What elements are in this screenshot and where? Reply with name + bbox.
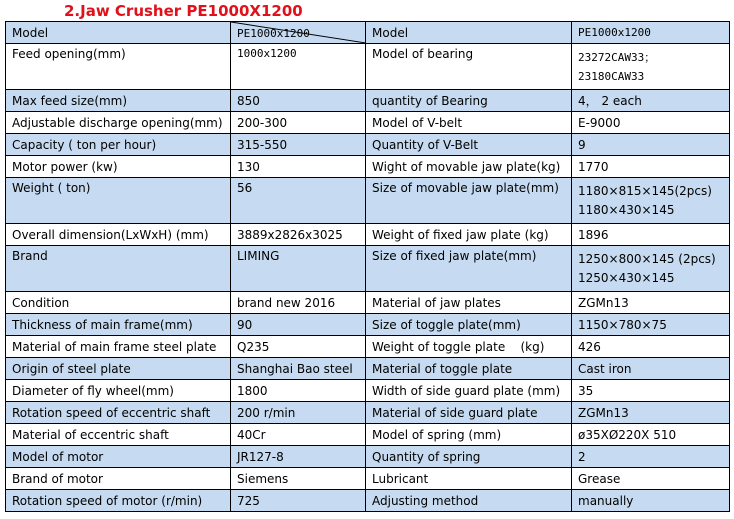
cell-line: 1180×815×145(2pcs) bbox=[578, 183, 712, 198]
header-cell: Model bbox=[6, 22, 231, 44]
table-header-row bbox=[6, 22, 730, 44]
table-cell: ø35XØ220X 510 bbox=[572, 424, 730, 446]
table-cell: Motor power (kw) bbox=[6, 156, 231, 178]
header-cell bbox=[231, 22, 366, 44]
table-row bbox=[6, 112, 730, 134]
table-cell: 40Cr bbox=[231, 424, 366, 446]
table-row bbox=[6, 224, 730, 246]
cell-line: 1250×430×145 bbox=[578, 270, 675, 285]
table-cell: Thickness of main frame(mm) bbox=[6, 314, 231, 336]
table-cell: Shanghai Bao steel bbox=[231, 358, 366, 380]
table-cell: 426 bbox=[572, 336, 730, 358]
table-cell: brand new 2016 bbox=[231, 292, 366, 314]
table-cell: Adjusting method bbox=[366, 490, 572, 512]
table-row bbox=[6, 134, 730, 156]
table-row bbox=[6, 44, 730, 90]
table-cell bbox=[572, 44, 730, 90]
cell-line: 1250×800×145 (2pcs) bbox=[578, 251, 716, 266]
table-cell: Lubricant bbox=[366, 468, 572, 490]
table-cell: Q235 bbox=[231, 336, 366, 358]
table-cell: 35 bbox=[572, 380, 730, 402]
table-cell: Width of side guard plate (mm) bbox=[366, 380, 572, 402]
table-row bbox=[6, 358, 730, 380]
table-cell: Brand of motor bbox=[6, 468, 231, 490]
diagonal-line bbox=[231, 22, 366, 44]
table-cell: Material of side guard plate bbox=[366, 402, 572, 424]
table-cell: 9 bbox=[572, 134, 730, 156]
table-cell: Weight ( ton) bbox=[6, 178, 231, 224]
table-cell: Feed opening(mm) bbox=[6, 44, 231, 90]
table-cell: 1150×780×75 bbox=[572, 314, 730, 336]
table-row bbox=[6, 314, 730, 336]
table-cell: 130 bbox=[231, 156, 366, 178]
table-cell: 56 bbox=[231, 178, 366, 224]
table-cell: Wight of movable jaw plate(kg) bbox=[366, 156, 572, 178]
table-cell: 1000x1200 bbox=[231, 44, 366, 90]
table-row bbox=[6, 178, 730, 224]
table-cell: Quantity of V-Belt bbox=[366, 134, 572, 156]
cell-line: 1180×430×145 bbox=[578, 202, 675, 217]
header-cell-text: PE1000x1200 bbox=[237, 26, 310, 40]
table-row bbox=[6, 402, 730, 424]
table-cell: 1896 bbox=[572, 224, 730, 246]
table-cell: Material of jaw plates bbox=[366, 292, 572, 314]
table-cell: Model of motor bbox=[6, 446, 231, 468]
table-cell: Max feed size(mm) bbox=[6, 90, 231, 112]
table-cell: quantity of Bearing bbox=[366, 90, 572, 112]
table-cell: E-9000 bbox=[572, 112, 730, 134]
table-cell bbox=[572, 246, 730, 292]
table-cell: Quantity of spring bbox=[366, 446, 572, 468]
table-cell: Condition bbox=[6, 292, 231, 314]
table-cell: Cast iron bbox=[572, 358, 730, 380]
table-cell: Rotation speed of eccentric shaft bbox=[6, 402, 231, 424]
table-cell: Model of bearing bbox=[366, 44, 572, 90]
table-cell: Siemens bbox=[231, 468, 366, 490]
table-cell: Model of spring (mm) bbox=[366, 424, 572, 446]
table-cell: ZGMn13 bbox=[572, 292, 730, 314]
table-cell: Rotation speed of motor (r/min) bbox=[6, 490, 231, 512]
cell-line: 23180CAW33 bbox=[578, 69, 645, 83]
table-row bbox=[6, 380, 730, 402]
table-row bbox=[6, 490, 730, 512]
table-row bbox=[6, 156, 730, 178]
header-cell: Model bbox=[366, 22, 572, 44]
page-title: 2.Jaw Crusher PE1000X1200 bbox=[64, 2, 303, 20]
table-row bbox=[6, 90, 730, 112]
table-cell: 2 bbox=[572, 446, 730, 468]
table-cell: Capacity ( ton per hour) bbox=[6, 134, 231, 156]
table-row bbox=[6, 446, 730, 468]
table-cell: Size of fixed jaw plate(mm) bbox=[366, 246, 572, 292]
table-row bbox=[6, 424, 730, 446]
table-cell: 200 r/min bbox=[231, 402, 366, 424]
table-cell: Brand bbox=[6, 246, 231, 292]
table-cell: 3889x2826x3025 bbox=[231, 224, 366, 246]
cell-line: 23272CAW33； bbox=[578, 50, 656, 64]
table-cell: Material of eccentric shaft bbox=[6, 424, 231, 446]
table-cell: Overall dimension(LxWxH) (mm) bbox=[6, 224, 231, 246]
table-cell: Diameter of fly wheel(mm) bbox=[6, 380, 231, 402]
table-cell: Model of V-belt bbox=[366, 112, 572, 134]
table-cell: 4， 2 each bbox=[572, 90, 730, 112]
table-cell: Size of movable jaw plate(mm) bbox=[366, 178, 572, 224]
table-cell: 1770 bbox=[572, 156, 730, 178]
table-cell: Grease bbox=[572, 468, 730, 490]
table-row bbox=[6, 468, 730, 490]
table-cell: ZGMn13 bbox=[572, 402, 730, 424]
table-cell: 200-300 bbox=[231, 112, 366, 134]
table-cell: Weight of toggle plate (kg) bbox=[366, 336, 572, 358]
table-cell: 90 bbox=[231, 314, 366, 336]
table-cell: 1800 bbox=[231, 380, 366, 402]
table-cell: LIMING bbox=[231, 246, 366, 292]
header-cell: PE1000x1200 bbox=[572, 22, 730, 44]
table-cell: JR127-8 bbox=[231, 446, 366, 468]
table-cell bbox=[572, 178, 730, 224]
spec-table bbox=[5, 21, 730, 512]
table-cell: manually bbox=[572, 490, 730, 512]
table-cell: Size of toggle plate(mm) bbox=[366, 314, 572, 336]
table-cell: 315-550 bbox=[231, 134, 366, 156]
table-cell: Adjustable discharge opening(mm) bbox=[6, 112, 231, 134]
table-row bbox=[6, 246, 730, 292]
table-cell: 850 bbox=[231, 90, 366, 112]
table-cell: Weight of fixed jaw plate (kg) bbox=[366, 224, 572, 246]
table-row bbox=[6, 292, 730, 314]
table-row bbox=[6, 336, 730, 358]
table-cell: 725 bbox=[231, 490, 366, 512]
table-cell: Material of toggle plate bbox=[366, 358, 572, 380]
table-cell: Origin of steel plate bbox=[6, 358, 231, 380]
table-cell: Material of main frame steel plate bbox=[6, 336, 231, 358]
